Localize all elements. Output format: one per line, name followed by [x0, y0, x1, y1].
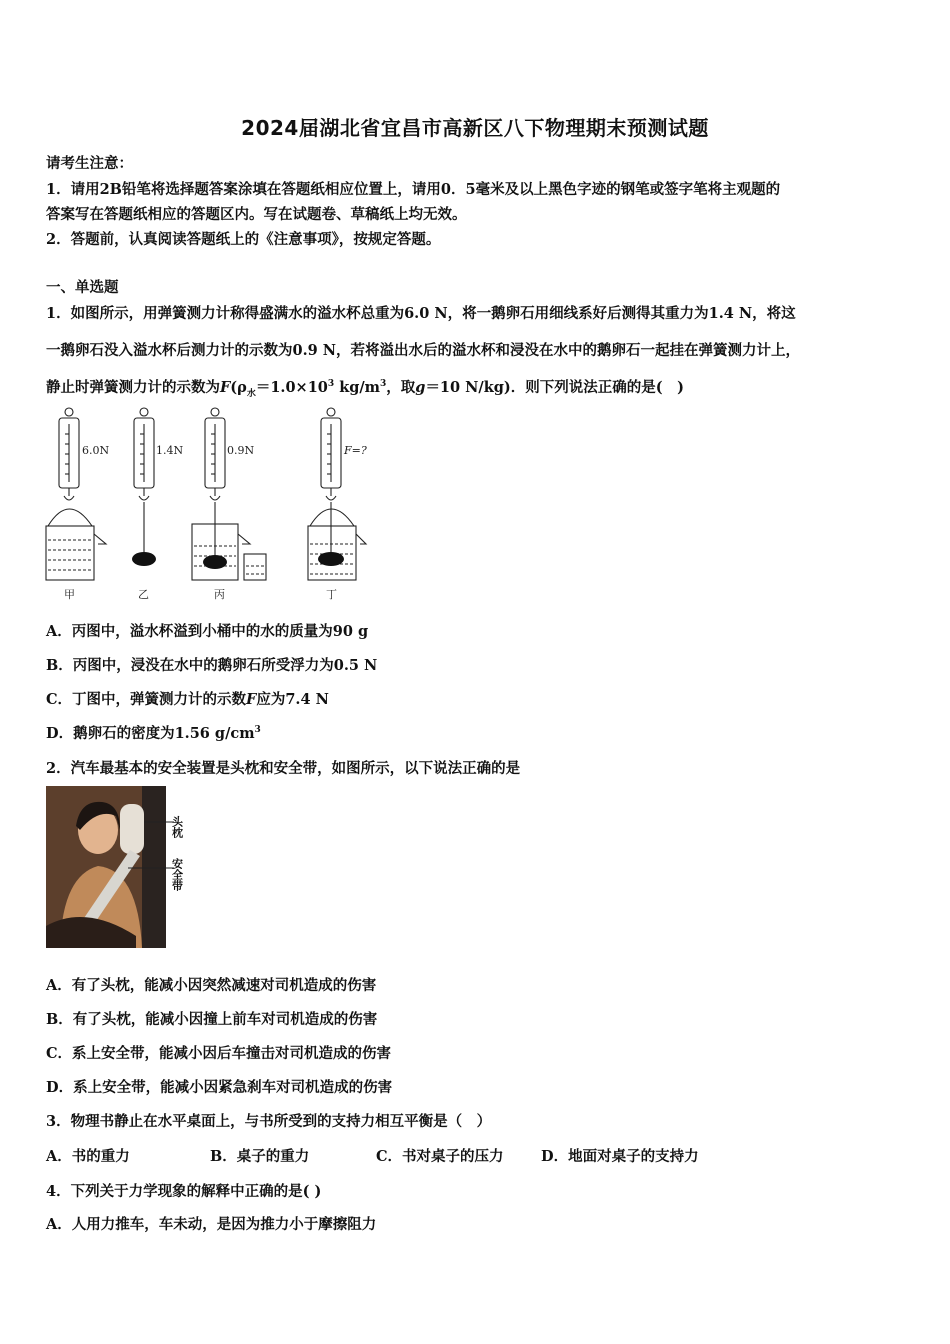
headrest-shape: [120, 804, 144, 854]
q1-option-c[interactable]: C．丁图中，弹簧测力计的示数F应为7.4 N: [46, 691, 329, 708]
caption-bing: 丙: [214, 588, 225, 601]
q2-option-d[interactable]: D．系上安全带，能减小因紧急刹车对司机造成的伤害: [46, 1079, 393, 1096]
reading-bing: 0.9N: [227, 444, 255, 457]
pebble-yi: [132, 552, 156, 566]
q3-option-d[interactable]: D．地面对桌子的支持力: [541, 1148, 699, 1165]
q1-stem-line-3: 静止时弹簧测力计的示数为$F(\rho_水=1.0\times 10^3$ $kg/m^3$，取g＝10 N/kg)．则下列说法正确的是( ): [46, 379, 684, 399]
q3-option-b[interactable]: B．桌子的重力: [210, 1148, 310, 1165]
q1-stem-line-1: 1．如图所示，用弹簧测力计称得盛满水的溢水杯总重为6.0 N，将一鹅卵石用细线系好后测得其重力为1.4 N，将这: [46, 305, 796, 322]
scale-jia: [46, 408, 106, 580]
notice-item-1-line-1: 1．请用2B铅笔将选择题答案涂填在答题纸相应位置上，请用0．5毫米及以上黑色字迹的钢笔或签字笔将主观题的: [46, 181, 781, 198]
q2-stem: 2．汽车最基本的安全装置是头枕和安全带，如图所示，以下说法正确的是: [46, 760, 521, 777]
notice-item-1-line-2: 答案写在答题纸相应的答题区内。写在试题卷、草稿纸上均无效。: [46, 206, 467, 223]
q1-stem-line-2: 一鹅卵石没入溢水杯后测力计的示数为0.9 N，若将溢出水后的溢水杯和浸没在水中的鹅卵石一起挂在弹簧测力计上，: [46, 342, 801, 359]
q1-option-b[interactable]: B．丙图中，浸没在水中的鹅卵石所受浮力为0.5 N: [46, 657, 378, 674]
q2-option-a[interactable]: A．有了头枕，能减小因突然减速对司机造成的伤害: [46, 977, 377, 994]
label-headrest: 头枕: [170, 816, 184, 838]
page-title: 2024届湖北省宜昌市高新区八下物理期末预测试题: [241, 116, 709, 140]
pebble-ding: [318, 552, 344, 566]
q4-option-a[interactable]: A．人用力推车，车未动，是因为推力小于摩擦阻力: [46, 1216, 377, 1233]
q4-stem: 4．下列关于力学现象的解释中正确的是( ): [46, 1183, 322, 1200]
q1-option-a[interactable]: A．丙图中，溢水杯溢到小桶中的水的质量为90 g: [46, 623, 369, 640]
notice-item-2: 2．答题前，认真阅读答题纸上的《注意事项》，按规定答题。: [46, 231, 441, 248]
pebble-bing: [203, 555, 227, 569]
car-safety-photo: [46, 786, 196, 948]
scale-yi: [134, 408, 154, 552]
scale-bing: [192, 408, 266, 580]
q3-option-c[interactable]: C．书对桌子的压力: [376, 1148, 504, 1165]
reading-ding: F=?: [344, 444, 367, 457]
spring-scale-figure: [40, 404, 420, 604]
q1-option-d[interactable]: D．鹅卵石的密度为1.56 $g/cm^3$: [46, 725, 261, 742]
q2-option-c[interactable]: C．系上安全带，能减小因后车撞击对司机造成的伤害: [46, 1045, 392, 1062]
q3-option-a[interactable]: A．书的重力: [46, 1148, 130, 1165]
q2-option-b[interactable]: B．有了头枕，能减小因撞上前车对司机造成的伤害: [46, 1011, 378, 1028]
caption-jia: 甲: [64, 588, 75, 601]
notice-heading: 请考生注意：: [46, 155, 133, 172]
section-heading: 一、单选题: [46, 279, 119, 296]
q3-stem: 3．物理书静止在水平桌面上，与书所受到的支持力相互平衡是（ ）: [46, 1113, 492, 1130]
reading-jia: 6.0N: [82, 444, 110, 457]
label-seatbelt: 安全带: [170, 858, 184, 891]
reading-yi: 1.4N: [156, 444, 184, 457]
caption-ding: 丁: [326, 588, 337, 601]
caption-yi: 乙: [138, 588, 149, 601]
